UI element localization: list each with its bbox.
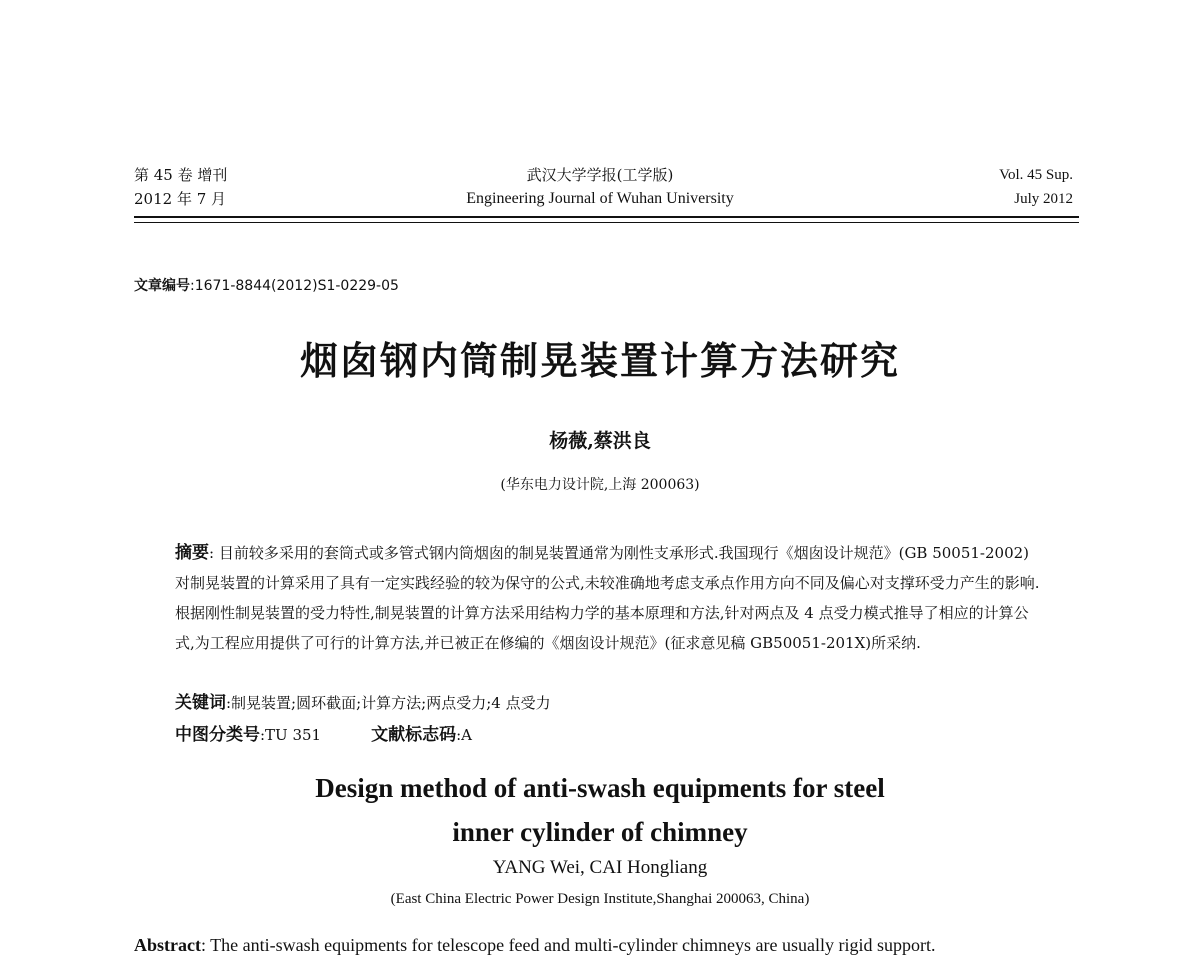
keywords-cn	[175, 692, 551, 714]
abstract-en-text: : The anti-swash equipments for telescope feed and multi-cylinder chimneys are usually rigid support.	[200, 935, 936, 955]
volume-en: Vol. 45 Sup.	[999, 167, 1073, 183]
authors-cn: 杨薇,蔡洪良	[549, 430, 651, 452]
doc-code-label: 文献标志码	[371, 725, 457, 745]
header-left	[134, 163, 227, 211]
volume-cn: 第 45 卷 增刊	[134, 166, 228, 184]
keywords-text: :制晃装置;圆环截面;计算方法;两点受力;4 点受力	[226, 694, 551, 712]
keywords-label: 关键词	[175, 693, 226, 713]
header-center	[400, 163, 800, 211]
title-en-line-1: Design method of anti-swash equipments for steel	[315, 773, 885, 803]
abstract-cn	[175, 538, 1040, 658]
affiliation-cn: (华东电力设计院,上海 200063)	[500, 477, 700, 493]
doc-code-value: :A	[456, 726, 472, 744]
title-en-line-2: inner cylinder of chimney	[452, 817, 748, 847]
header-rule-thin	[134, 222, 1079, 223]
abstract-en	[134, 933, 935, 957]
authors-en: YANG Wei, CAI Hongliang	[492, 857, 708, 878]
title-en	[0, 766, 1200, 854]
date-cn: 2012 年 7 月	[134, 190, 227, 208]
affiliation-en: (East China Electric Power Design Institute,Shanghai 200063, China)	[390, 891, 810, 907]
article-number-value: :1671-8844(2012)S1-0229-05	[190, 278, 399, 294]
abstract-cn-label: 摘要	[175, 543, 209, 563]
clc-value: :TU 351	[260, 726, 322, 744]
article-number-label: 文章编号	[134, 278, 190, 294]
abstract-cn-text: : 目前较多采用的套筒式或多管式钢内筒烟囱的制晃装置通常为刚性支承形式.我国现行《烟囱设计规范》(GB 50051-2002)对制晃装置的计算采用了具有一定实践经验的较为保守的公式,未较准确地考虑支承点作用方向不同及偏心对支撑环受力产生的影响.根据刚性制晃装置的受力特性,制晃装置的计算方法采用结构力学的基本原理和方法,针对两点及 4 点受力模式推导了相应的计算公式,为工程应用提供了可行的计算方法,并已被正在修编的《烟囱设计规范》(征求意见稿 GB50051-201X)所采纳.	[175, 544, 1040, 652]
header-right	[999, 163, 1073, 211]
abstract-en-label: Abstract	[134, 935, 201, 955]
date-en: July 2012	[1014, 191, 1073, 207]
journal-name-cn: 武汉大学学报(工学版)	[526, 166, 674, 184]
classification-line	[175, 724, 472, 746]
title-cn: 烟囱钢内筒制晃装置计算方法研究	[299, 339, 900, 383]
article-number	[134, 276, 399, 296]
journal-name-en: Engineering Journal of Wuhan University	[466, 190, 734, 207]
header-rule-thick	[134, 216, 1079, 218]
clc-label: 中图分类号	[175, 725, 260, 745]
